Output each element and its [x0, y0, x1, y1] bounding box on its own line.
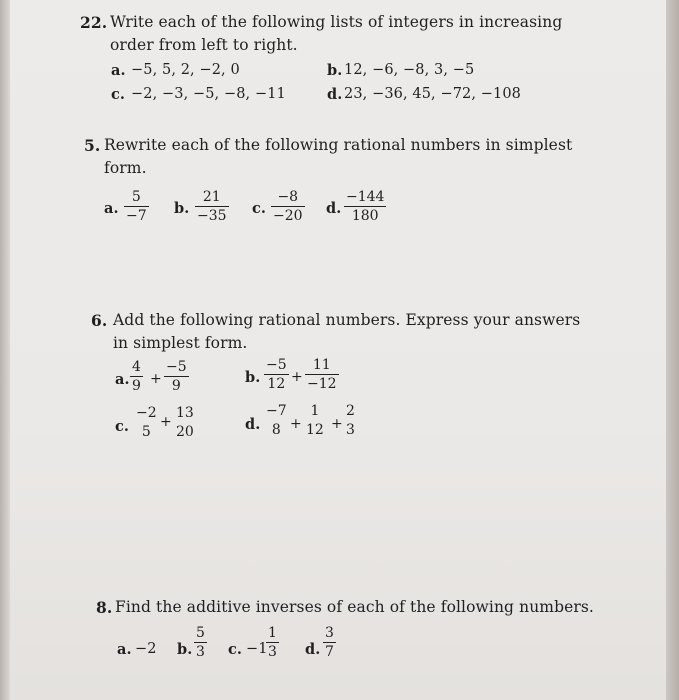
- q8-d-fraction: [323, 626, 336, 659]
- numerator: 21: [202, 189, 221, 205]
- q6-number: 6.: [91, 311, 108, 330]
- denominator: 12: [267, 376, 286, 392]
- numerator: −5: [166, 359, 187, 375]
- numerator: 1: [310, 403, 320, 419]
- q22-b-label: b.: [327, 62, 343, 79]
- fraction-bar: [323, 642, 336, 643]
- plus-sign: +: [160, 414, 172, 430]
- fraction-bar: [264, 420, 289, 421]
- denominator: 12: [306, 422, 324, 438]
- q8-c-label: c.: [228, 641, 243, 658]
- q5-d-fraction: [344, 190, 386, 223]
- q6-c-fraction-1: [134, 406, 159, 439]
- q5-c-label: c.: [252, 200, 267, 217]
- q6-b-fraction-2: [305, 358, 339, 391]
- q6-a-fraction-2: [164, 360, 189, 393]
- q6-d-fraction-2: [304, 404, 326, 437]
- q5-d-label: d.: [326, 200, 342, 217]
- numerator: −8: [277, 189, 299, 205]
- q22-prompt-line2: order from left to right.: [110, 36, 298, 54]
- plus-sign: +: [331, 416, 343, 432]
- q22-d-label: d.: [327, 86, 343, 103]
- q8-d-label: d.: [305, 641, 321, 658]
- q22-number: 22.: [80, 13, 108, 32]
- denominator: 9: [171, 378, 181, 394]
- numerator: −5: [266, 357, 287, 373]
- worksheet-page: [10, 0, 666, 700]
- q5-b-fraction: [195, 190, 229, 223]
- q8-prompt: Find the additive inverses of each of the following numbers.: [115, 598, 594, 616]
- q8-c-fraction: [266, 626, 279, 659]
- q22-b-list: 12, −6, −8, 3, −5: [344, 62, 475, 78]
- q8-a-value: −2: [135, 641, 157, 657]
- q5-a-fraction: [124, 190, 149, 223]
- q5-prompt-line1: Rewrite each of the following rational numbers in simplest: [104, 136, 573, 154]
- q6-prompt-line1: Add the following rational numbers. Express your answers: [113, 311, 581, 329]
- q6-prompt-line2: in simplest form.: [113, 334, 248, 352]
- q6-b-label: b.: [245, 369, 261, 386]
- numerator: −144: [346, 189, 385, 205]
- fraction-bar: [194, 642, 207, 643]
- numerator: 4: [132, 359, 141, 375]
- denominator: 3: [196, 644, 205, 660]
- numerator: 5: [196, 625, 205, 641]
- denominator: −35: [197, 208, 227, 224]
- q22-c-label: c.: [111, 86, 126, 103]
- q22-d-list: 23, −36, 45, −72, −108: [344, 86, 521, 102]
- denominator: 9: [132, 378, 141, 394]
- numerator: 3: [325, 625, 334, 641]
- denominator: −12: [307, 376, 337, 392]
- fraction-bar: [134, 422, 159, 423]
- fraction-bar: [304, 420, 326, 421]
- plus-sign: +: [291, 369, 303, 385]
- numerator: 13: [176, 405, 194, 421]
- denominator: 20: [176, 424, 194, 440]
- fraction-bar: [271, 206, 305, 207]
- q5-prompt-line2: form.: [104, 159, 147, 177]
- q5-number: 5.: [84, 136, 101, 155]
- denominator: 3: [346, 422, 355, 438]
- q22-a-label: a.: [111, 62, 126, 79]
- numerator: 5: [131, 189, 141, 205]
- q6-a-fraction-1: [130, 360, 143, 393]
- denominator: −7: [126, 208, 147, 224]
- fraction-bar: [344, 206, 386, 207]
- numerator: 1: [268, 625, 277, 641]
- q6-c-label: c.: [115, 418, 130, 435]
- fraction-bar: [264, 374, 289, 375]
- q8-a-label: a.: [117, 641, 132, 658]
- numerator: −2: [136, 405, 157, 421]
- q6-c-fraction-2: [174, 406, 196, 439]
- fraction-bar: [130, 376, 143, 377]
- denominator: −20: [273, 208, 303, 224]
- fraction-bar: [344, 420, 357, 421]
- denominator: 180: [351, 208, 379, 224]
- fraction-bar: [124, 206, 149, 207]
- q8-c-whole: −1: [246, 641, 268, 657]
- q6-b-fraction-1: [264, 358, 289, 391]
- q22-a-list: −5, 5, 2, −2, 0: [131, 62, 240, 78]
- q8-b-label: b.: [177, 641, 193, 658]
- q22-c-list: −2, −3, −5, −8, −11: [131, 86, 286, 102]
- plus-sign: +: [150, 371, 162, 387]
- q6-a-label: a.: [115, 371, 130, 388]
- fraction-bar: [305, 374, 339, 375]
- plus-sign: +: [290, 416, 302, 432]
- q6-d-fraction-1: [264, 404, 289, 437]
- q22-prompt-line1: Write each of the following lists of integers in increasing: [110, 13, 563, 31]
- fraction-bar: [164, 376, 189, 377]
- numerator: −7: [266, 403, 287, 419]
- q5-c-fraction: [271, 190, 305, 223]
- denominator: 3: [268, 644, 277, 660]
- fraction-bar: [174, 422, 196, 423]
- q6-d-fraction-3: [344, 404, 357, 437]
- numerator: 11: [312, 357, 331, 373]
- fraction-bar: [266, 642, 279, 643]
- denominator: 7: [325, 644, 334, 660]
- numerator: 2: [346, 403, 355, 419]
- denominator: 8: [271, 422, 281, 438]
- q6-d-label: d.: [245, 416, 261, 433]
- q8-number: 8.: [96, 598, 113, 617]
- fraction-bar: [195, 206, 229, 207]
- q5-b-label: b.: [174, 200, 190, 217]
- q5-a-label: a.: [104, 200, 119, 217]
- denominator: 5: [141, 424, 151, 440]
- q8-b-fraction: [194, 626, 207, 659]
